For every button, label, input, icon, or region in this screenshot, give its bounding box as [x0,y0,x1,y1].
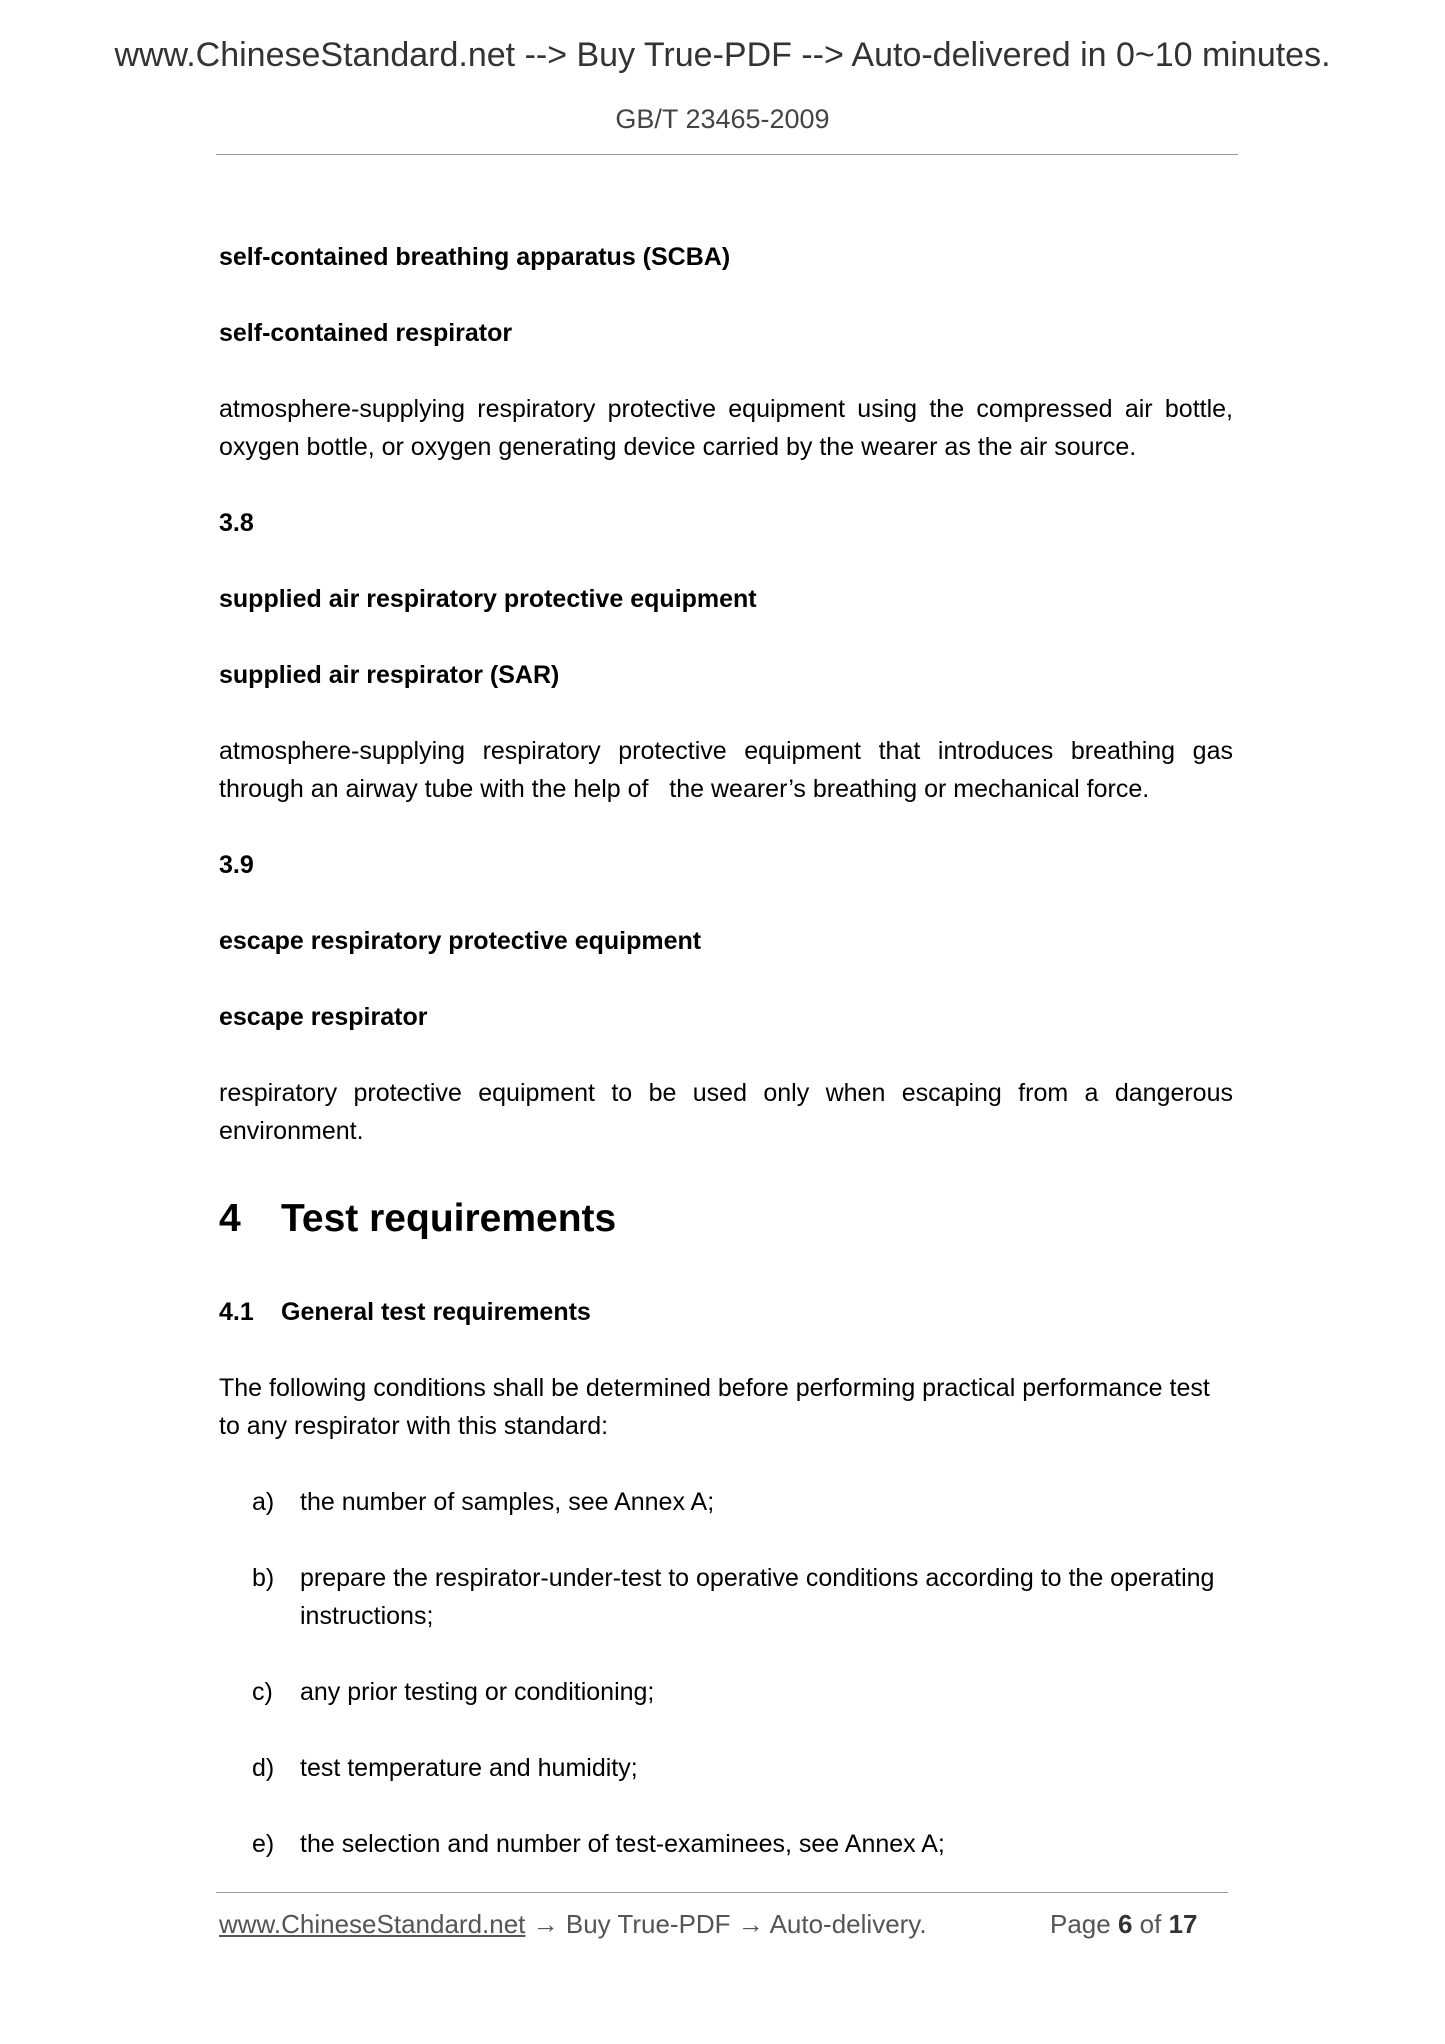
list-item [252,1673,1233,1711]
footer-promo [219,1909,927,1940]
document-code: GB/T 23465-2009 [615,104,830,134]
footer-promo-text: → Buy True-PDF → Auto-delivery. [525,1909,927,1939]
page-label: Page [1050,1909,1111,1939]
definition-sar: atmosphere-supplying respiratory protective equipment that introduces breathing gas through an airway tube with the help of the wearer’s breathing or mechanical force. [219,737,1233,803]
term-scba-synonym: self-contained respirator [219,319,513,347]
term-escape-primary: escape respiratory protective equipment [219,927,702,955]
footer-divider [216,1892,1228,1893]
page-total: 17 [1168,1909,1198,1939]
intro-paragraph: The following conditions shall be determined before performing practical performance test to any respirator with this standard: [219,1374,1210,1440]
list-text: the selection and number of test-examinees, see Annex A; [300,1830,945,1858]
section-heading-4 [219,1195,616,1243]
top-banner: www.ChineseStandard.net --> Buy True-PDF --> Auto-delivered in 0~10 minutes. [114,36,1331,74]
subsection-heading-4-1 [219,1293,591,1331]
clause-number-3-8: 3.8 [219,509,254,537]
list-marker: e) [252,1830,275,1858]
subsection-number: 4.1 [219,1298,254,1326]
list-marker: b) [252,1564,275,1592]
list-text: test temperature and humidity; [300,1754,638,1782]
list-item [252,1483,1233,1521]
page-indicator [1050,1909,1198,1940]
term-sar-synonym: supplied air respirator (SAR) [219,661,560,689]
clause-number-3-9: 3.9 [219,851,254,879]
list-text: any prior testing or conditioning; [300,1678,655,1706]
subsection-title: General test requirements [281,1298,591,1326]
term-scba-primary: self-contained breathing apparatus (SCBA) [219,243,731,271]
term-escape-synonym: escape respirator [219,1003,428,1031]
definition-scba: atmosphere-supplying respiratory protective equipment using the compressed air bottle, oxygen bottle, or oxygen generating device carried by the wearer as the air source. [219,395,1233,461]
list-text: the number of samples, see Annex A; [300,1488,715,1516]
list-marker: a) [252,1488,275,1516]
list-item [252,1559,1233,1635]
list-item [252,1825,1233,1863]
page-of-label: of [1139,1909,1162,1939]
list-marker: c) [252,1678,273,1706]
list-text: prepare the respirator-under-test to operative conditions according to the operating instructions; [300,1564,1215,1630]
list-marker: d) [252,1754,275,1782]
section-title: Test requirements [281,1197,617,1240]
header-divider [216,154,1238,155]
section-number: 4 [219,1197,241,1240]
page-current: 6 [1117,1909,1133,1939]
list-item [252,1749,1233,1787]
term-sar-primary: supplied air respiratory protective equipment [219,585,757,613]
footer-site-link[interactable]: www.ChineseStandard.net [219,1909,526,1939]
definition-escape: respiratory protective equipment to be used only when escaping from a dangerous environment. [219,1079,1233,1145]
